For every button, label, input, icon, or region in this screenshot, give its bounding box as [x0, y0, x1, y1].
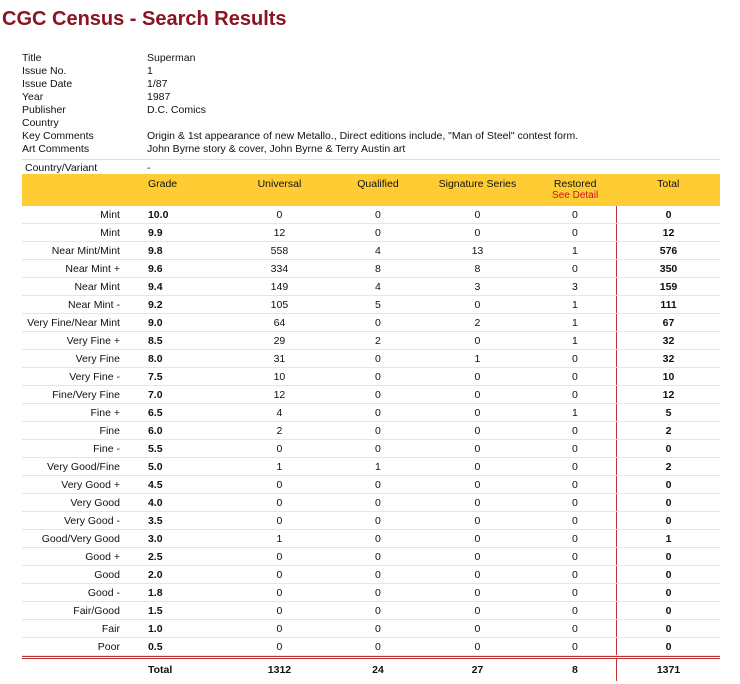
grade-value: 0.5 — [134, 638, 224, 656]
signature-count: 0 — [421, 296, 534, 314]
universal-count: 1 — [224, 458, 335, 476]
qualified-count: 0 — [335, 224, 421, 242]
universal-count: 105 — [224, 296, 335, 314]
signature-count: 0 — [421, 548, 534, 566]
restored-count: 1 — [534, 314, 617, 332]
restored-count: 0 — [534, 458, 617, 476]
table-row — [22, 512, 720, 530]
total-count: 32 — [617, 350, 720, 368]
info-label: Issue No. — [22, 65, 67, 77]
table-row — [22, 278, 720, 296]
grade-value: 8.0 — [134, 350, 224, 368]
grade-label: Fine — [22, 422, 134, 440]
grade-label: Very Fine — [22, 350, 134, 368]
restored-count: 1 — [534, 332, 617, 350]
total-count: 32 — [617, 332, 720, 350]
universal-count: 12 — [224, 224, 335, 242]
grade-value: 9.4 — [134, 278, 224, 296]
header-restored — [534, 174, 617, 206]
total-count: 0 — [617, 512, 720, 530]
universal-count: 0 — [224, 584, 335, 602]
universal-count: 0 — [224, 476, 335, 494]
restored-count: 1 — [534, 242, 617, 260]
qualified-count: 0 — [335, 386, 421, 404]
grade-value: 9.9 — [134, 224, 224, 242]
qualified-count: 0 — [335, 620, 421, 638]
grade-label: Fair — [22, 620, 134, 638]
restored-count: 0 — [534, 512, 617, 530]
info-value: John Byrne story & cover, John Byrne & Terry Austin art — [147, 143, 406, 155]
grade-label: Near Mint + — [22, 260, 134, 278]
grade-value: 2.5 — [134, 548, 224, 566]
restored-count: 0 — [534, 620, 617, 638]
grade-label: Poor — [22, 638, 134, 656]
qualified-count: 0 — [335, 314, 421, 332]
universal-count: 558 — [224, 242, 335, 260]
info-value: 1987 — [147, 91, 171, 103]
restored-count: 0 — [534, 350, 617, 368]
signature-count: 0 — [421, 602, 534, 620]
grade-label: Fine + — [22, 404, 134, 422]
qualified-count: 0 — [335, 638, 421, 656]
table-row — [22, 296, 720, 314]
qualified-count: 0 — [335, 368, 421, 386]
info-value — [147, 117, 720, 130]
total-count: 1 — [617, 530, 720, 548]
total-count: 111 — [617, 296, 720, 314]
total-count: 10 — [617, 368, 720, 386]
info-label: Key Comments — [22, 130, 94, 142]
info-label: Title — [22, 52, 42, 64]
restored-count: 0 — [534, 224, 617, 242]
header-universal: Universal — [257, 178, 302, 190]
restored-count: 1 — [534, 296, 617, 314]
total-count: 159 — [617, 278, 720, 296]
info-row — [22, 52, 720, 65]
total-count: 0 — [617, 206, 720, 224]
table-row — [22, 566, 720, 584]
header-signature-series: Signature Series — [438, 178, 517, 190]
page-title: CGC Census - Search Results — [2, 8, 287, 30]
qualified-count: 0 — [335, 476, 421, 494]
qualified-count: 0 — [335, 548, 421, 566]
total-count: 2 — [617, 422, 720, 440]
table-row — [22, 224, 720, 242]
grade-value: 2.0 — [134, 566, 224, 584]
table-row — [22, 314, 720, 332]
universal-count: 0 — [224, 206, 335, 224]
table-row — [22, 548, 720, 566]
info-value: D.C. Comics — [147, 104, 206, 116]
signature-count: 2 — [421, 314, 534, 332]
grade-value: 6.0 — [134, 422, 224, 440]
restored-count: 1 — [534, 404, 617, 422]
universal-count: 0 — [224, 548, 335, 566]
universal-count: 0 — [224, 512, 335, 530]
grade-value: 5.5 — [134, 440, 224, 458]
universal-count: 2 — [224, 422, 335, 440]
grade-label: Very Good/Fine — [22, 458, 134, 476]
universal-count: 0 — [224, 494, 335, 512]
total-grade-label — [22, 658, 134, 682]
total-count: 12 — [617, 386, 720, 404]
table-row — [22, 242, 720, 260]
restored-count: 0 — [534, 602, 617, 620]
signature-count: 3 — [421, 278, 534, 296]
restored-count: 0 — [534, 386, 617, 404]
total-qualified-count: 24 — [372, 664, 384, 676]
table-header — [22, 174, 720, 206]
header-restored-label: Restored — [553, 178, 597, 190]
signature-count: 0 — [421, 458, 534, 476]
info-label: Art Comments — [22, 143, 90, 155]
qualified-count: 4 — [335, 278, 421, 296]
restored-count: 0 — [534, 440, 617, 458]
info-row — [22, 78, 720, 91]
total-count: 0 — [617, 566, 720, 584]
grade-label: Very Good + — [22, 476, 134, 494]
info-label: Issue Date — [22, 78, 73, 90]
grade-label: Near Mint - — [22, 296, 134, 314]
universal-count: 64 — [224, 314, 335, 332]
table-row — [22, 494, 720, 512]
table-row — [22, 386, 720, 404]
signature-count: 0 — [421, 476, 534, 494]
table-row — [22, 350, 720, 368]
total-signature-count: 27 — [471, 664, 484, 676]
table-row — [22, 404, 720, 422]
universal-count: 31 — [224, 350, 335, 368]
grade-value: 9.6 — [134, 260, 224, 278]
grade-label: Mint — [22, 224, 134, 242]
restored-count: 0 — [534, 422, 617, 440]
universal-count: 0 — [224, 440, 335, 458]
grade-label: Fair/Good — [22, 602, 134, 620]
signature-count: 0 — [421, 566, 534, 584]
table-row — [22, 332, 720, 350]
qualified-count: 0 — [335, 440, 421, 458]
total-restored-count: 8 — [571, 664, 578, 676]
total-universal-count: 1312 — [267, 664, 292, 676]
info-value: Superman — [147, 52, 196, 64]
universal-count: 10 — [224, 368, 335, 386]
signature-count: 0 — [421, 620, 534, 638]
qualified-count: 0 — [335, 512, 421, 530]
total-row — [22, 658, 720, 682]
info-row — [22, 159, 720, 175]
restored-count: 0 — [534, 638, 617, 656]
universal-count: 12 — [224, 386, 335, 404]
grade-value: 3.5 — [134, 512, 224, 530]
grade-label: Very Good - — [22, 512, 134, 530]
universal-count: 0 — [224, 566, 335, 584]
info-value: 1 — [147, 65, 153, 77]
table-row — [22, 638, 720, 656]
header-grade: Grade — [147, 178, 178, 190]
grade-value: 5.0 — [134, 458, 224, 476]
total-count: 0 — [617, 584, 720, 602]
info-label: Country — [22, 117, 59, 129]
grade-label: Good + — [22, 548, 134, 566]
signature-count: 0 — [421, 386, 534, 404]
total-total-count: 1371 — [617, 658, 720, 682]
total-count: 350 — [617, 260, 720, 278]
restored-count: 0 — [534, 476, 617, 494]
qualified-count: 0 — [335, 206, 421, 224]
qualified-count: 0 — [335, 566, 421, 584]
total-count: 0 — [617, 548, 720, 566]
table-row — [22, 620, 720, 638]
table-row — [22, 422, 720, 440]
table-row — [22, 440, 720, 458]
qualified-count: 0 — [335, 404, 421, 422]
grade-label: Good - — [22, 584, 134, 602]
restored-count: 0 — [534, 260, 617, 278]
signature-count: 0 — [421, 494, 534, 512]
grade-label: Fine/Very Fine — [22, 386, 134, 404]
grade-value: 9.8 — [134, 242, 224, 260]
universal-count: 0 — [224, 620, 335, 638]
table-row — [22, 260, 720, 278]
restored-count: 0 — [534, 530, 617, 548]
header-total: Total — [657, 178, 680, 190]
total-count: 0 — [617, 494, 720, 512]
grade-value: 10.0 — [134, 206, 224, 224]
grade-label: Fine - — [22, 440, 134, 458]
qualified-count: 1 — [335, 458, 421, 476]
grade-label: Very Fine + — [22, 332, 134, 350]
grade-value: 7.5 — [134, 368, 224, 386]
table-row — [22, 530, 720, 548]
grade-label: Near Mint/Mint — [22, 242, 134, 260]
restored-count: 0 — [534, 206, 617, 224]
restored-count: 0 — [534, 368, 617, 386]
grade-value: 9.0 — [134, 314, 224, 332]
signature-count: 0 — [421, 224, 534, 242]
info-row — [22, 65, 720, 78]
qualified-count: 0 — [335, 494, 421, 512]
grade-label: Mint — [22, 206, 134, 224]
qualified-count: 0 — [335, 530, 421, 548]
signature-count: 0 — [421, 440, 534, 458]
total-count: 0 — [617, 440, 720, 458]
total-count: 0 — [617, 620, 720, 638]
universal-count: 1 — [224, 530, 335, 548]
universal-count: 4 — [224, 404, 335, 422]
grade-value: 4.5 — [134, 476, 224, 494]
total-count: 2 — [617, 458, 720, 476]
qualified-count: 4 — [335, 242, 421, 260]
universal-count: 29 — [224, 332, 335, 350]
universal-count: 149 — [224, 278, 335, 296]
total-grade-value: Total — [147, 664, 173, 676]
header-label — [22, 174, 134, 206]
info-row — [22, 91, 720, 104]
info-value: - — [147, 162, 151, 174]
header-qualified: Qualified — [357, 178, 399, 190]
comic-info — [22, 52, 720, 175]
total-count: 0 — [617, 476, 720, 494]
info-label: Publisher — [22, 104, 66, 116]
table-row — [22, 368, 720, 386]
signature-count: 0 — [421, 584, 534, 602]
total-count: 576 — [617, 242, 720, 260]
info-value: 1/87 — [147, 78, 168, 90]
grade-label: Very Fine - — [22, 368, 134, 386]
table-row — [22, 206, 720, 224]
signature-count: 0 — [421, 512, 534, 530]
total-count: 5 — [617, 404, 720, 422]
qualified-count: 0 — [335, 584, 421, 602]
signature-count: 0 — [421, 404, 534, 422]
table-row — [22, 584, 720, 602]
signature-count: 13 — [421, 242, 534, 260]
info-row — [22, 143, 720, 156]
grade-label: Very Fine/Near Mint — [22, 314, 134, 332]
info-value: Origin & 1st appearance of new Metallo., Direct editions include, "Man of Steel" contest form. — [147, 130, 579, 142]
grade-value: 8.5 — [134, 332, 224, 350]
universal-count: 334 — [224, 260, 335, 278]
signature-count: 0 — [421, 422, 534, 440]
grade-label: Near Mint — [22, 278, 134, 296]
signature-count: 0 — [421, 530, 534, 548]
total-count: 67 — [617, 314, 720, 332]
grade-value: 9.2 — [134, 296, 224, 314]
signature-count: 0 — [421, 638, 534, 656]
total-count: 0 — [617, 638, 720, 656]
grade-value: 1.0 — [134, 620, 224, 638]
table-row — [22, 458, 720, 476]
restored-count: 0 — [534, 584, 617, 602]
signature-count: 0 — [421, 206, 534, 224]
qualified-count: 8 — [335, 260, 421, 278]
grade-label: Good — [22, 566, 134, 584]
grade-label: Good/Very Good — [22, 530, 134, 548]
qualified-count: 0 — [335, 350, 421, 368]
grade-value: 4.0 — [134, 494, 224, 512]
grade-value: 1.5 — [134, 602, 224, 620]
signature-count: 1 — [421, 350, 534, 368]
qualified-count: 2 — [335, 332, 421, 350]
signature-count: 8 — [421, 260, 534, 278]
signature-count: 0 — [421, 332, 534, 350]
census-table — [22, 174, 720, 681]
universal-count: 0 — [224, 638, 335, 656]
table-row — [22, 476, 720, 494]
table-row — [22, 602, 720, 620]
info-label: Year — [22, 91, 44, 103]
signature-count: 0 — [421, 368, 534, 386]
grade-value: 6.5 — [134, 404, 224, 422]
restored-count: 0 — [534, 494, 617, 512]
qualified-count: 5 — [335, 296, 421, 314]
grade-value: 3.0 — [134, 530, 224, 548]
see-detail-link[interactable]: See Detail — [552, 190, 599, 201]
grade-value: 7.0 — [134, 386, 224, 404]
restored-count: 0 — [534, 548, 617, 566]
info-row — [22, 117, 720, 130]
universal-count: 0 — [224, 602, 335, 620]
info-row — [22, 130, 720, 143]
total-count: 12 — [617, 224, 720, 242]
total-count: 0 — [617, 602, 720, 620]
qualified-count: 0 — [335, 602, 421, 620]
info-row — [22, 104, 720, 117]
grade-value: 1.8 — [134, 584, 224, 602]
grade-label: Very Good — [22, 494, 134, 512]
restored-count: 3 — [534, 278, 617, 296]
qualified-count: 0 — [335, 422, 421, 440]
restored-count: 0 — [534, 566, 617, 584]
info-label: Country/Variant — [25, 162, 98, 174]
